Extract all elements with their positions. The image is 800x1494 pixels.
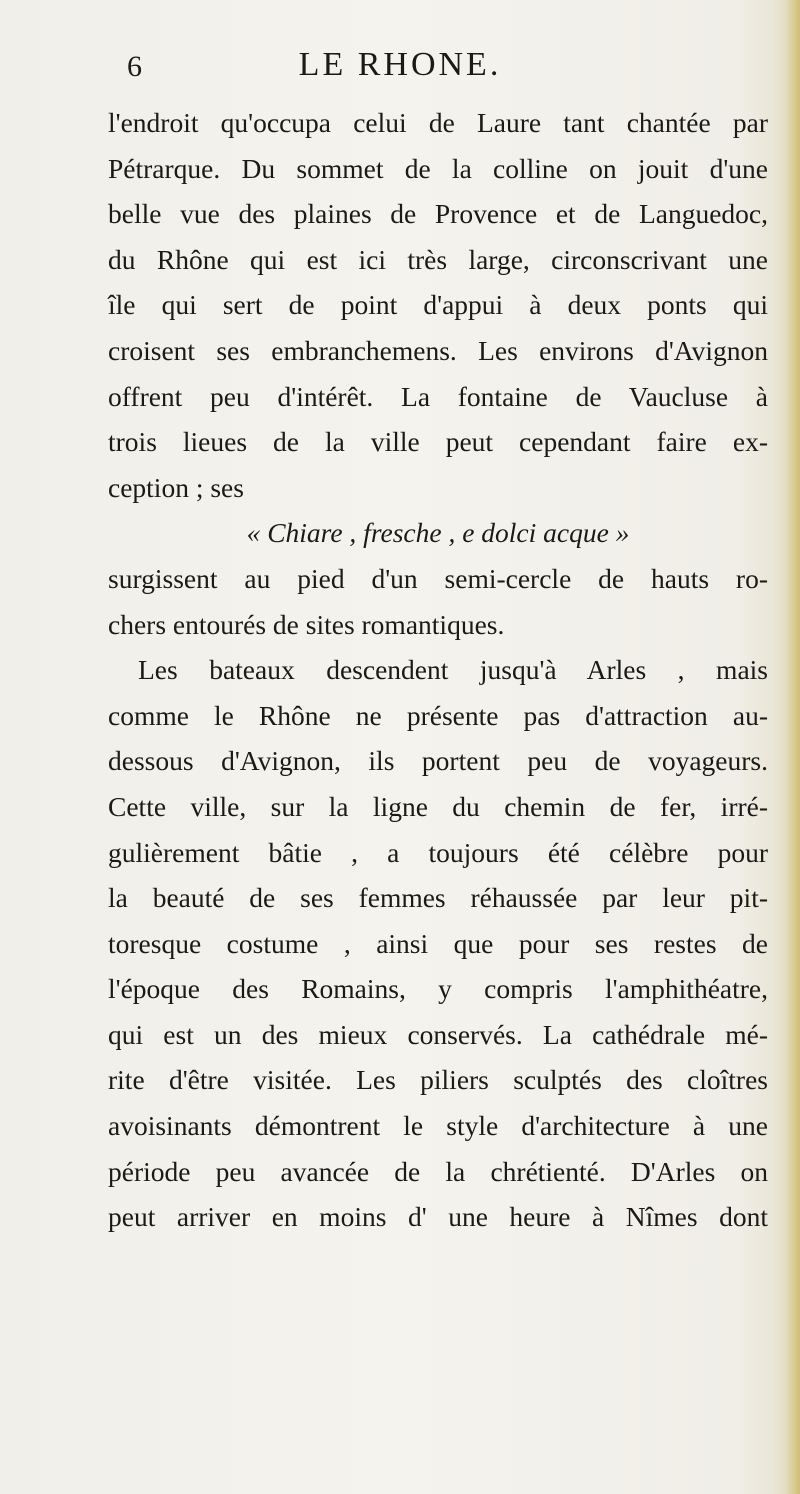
text-line: île qui sert de point d'appui à deux ponts qui — [108, 289, 768, 321]
text-line: gulièrement bâtie , a toujours été célèbre pour — [108, 836, 768, 868]
running-title: LE RHONE. — [298, 46, 502, 83]
text-line: qui est un des mieux conservés. La cathédrale mé- — [108, 1018, 768, 1050]
text-line: rite d'être visitée. Les piliers sculptés des cloîtres — [108, 1064, 768, 1096]
text-line: croisent ses embranchemens. Les environs d'Avignon — [108, 334, 768, 366]
page-edge-discoloration — [786, 0, 800, 1494]
text-line: peut arriver en moins d' une heure à Nîmes dont — [108, 1201, 768, 1233]
page-number: 6 — [127, 50, 143, 83]
text-line: avoisinants démontrent le style d'architecture à une — [108, 1110, 768, 1142]
text-line: trois lieues de la ville peut cependant faire ex- — [108, 426, 768, 458]
page-header — [0, 46, 800, 86]
text-line: la beauté de ses femmes réhaussée par leur pit- — [108, 882, 768, 914]
paragraph-start-line: Les bateaux descendent jusqu'à Arles , mais — [138, 654, 768, 686]
text-line: toresque costume , ainsi que pour ses restes de — [108, 927, 768, 959]
text-line: surgissent au pied d'un semi-cercle de hauts ro- — [108, 562, 768, 594]
text-line: l'époque des Romains, y compris l'amphithéatre, — [108, 973, 768, 1005]
text-line: Cette ville, sur la ligne du chemin de fer, irré- — [108, 790, 768, 822]
text-line: période peu avancée de la chrétienté. D'Arles on — [108, 1155, 768, 1187]
text-line: Pétrarque. Du sommet de la colline on jouit d'une — [108, 152, 768, 184]
body-text — [108, 100, 768, 1240]
text-line: belle vue des plaines de Provence et de Languedoc, — [108, 198, 768, 230]
text-line: du Rhône qui est ici très large, circonscrivant une — [108, 243, 768, 275]
text-line: comme le Rhône ne présente pas d'attraction au- — [108, 699, 768, 731]
text-line: l'endroit qu'occupa celui de Laure tant chantée par — [108, 107, 768, 138]
text-line: chers entourés de sites romantiques. — [108, 608, 505, 640]
text-line: dessous d'Avignon, ils portent peu de voyageurs. — [108, 745, 768, 777]
quotation-line: « Chiare , fresche , e dolci acque » — [246, 517, 630, 549]
text-line: offrent peu d'intérêt. La fontaine de Vaucluse à — [108, 380, 768, 412]
text-line: ception ; ses — [108, 471, 244, 503]
